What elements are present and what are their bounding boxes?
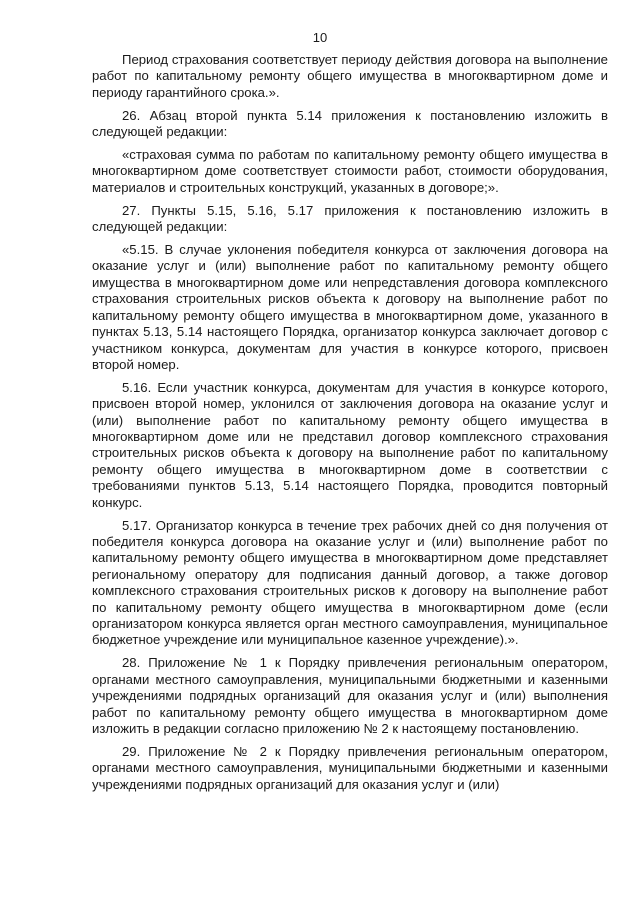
page-number: 10 xyxy=(312,30,328,45)
paragraph-clause-5-15: «5.15. В случае уклонения победителя конкурса от заключения договора на оказание услуг и (или) выполнение работ по капитальному ремонту общего имущества в многоквартирном доме или непредставления договора комплексного страхования строительных рисков объекта к договору на выполнение работ по капитальному ремонту общего имущества в многоквартирном доме, указанного в пунктах 5.13, 5.14 настоящего Порядка, организатор конкурса заключает договор с участником конкурса, документам для участия в конкурсе которого, присвоен второй номер. xyxy=(92,242,608,372)
paragraph-clause-5-17: 5.17. Организатор конкурса в течение трех рабочих дней со дня получения от победителя конкурса договора на оказание услуг и (или) выполнение работ по капитальному ремонту общего имущества в многоквартирном доме представляет региональному оператору для подписания данный договор, а также договор комплексного страхования строительных рисков к договору на выполнение работ по капитальному ремонту общего имущества в многоквартирном доме (если организатором конкурса является орган местного самоуправления, муниципальное бюджетное учреждение или муниципальное казенное учреждение).». xyxy=(92,517,608,648)
paragraph-insured-sum: «страховая сумма по работам по капитальному ремонту общего имущества в многоквартирном доме соответствует стоимости работ, стоимости оборудования, материалов и строительных конструкций, указанных в договоре;». xyxy=(92,147,608,195)
paragraph-item-29: 29. Приложение № 2 к Порядку привлечения региональным оператором, органами местного самоуправления, муниципальными бюджетными и казенными учреждениями подрядных организаций для оказания услуг и (или) xyxy=(92,743,608,792)
paragraph-clause-5-16: 5.16. Если участник конкурса, документам для участия в конкурсе которого, присвоен второй номер, уклонился от заключения договора на оказание услуг и (или) выполнение работ по капитальному ремонту общего имущества в многоквартирном доме или не представил договор комплексного страхования строительных рисков объекта к договору на выполнение работ по капитальному ремонту общего имущества в многоквартирном доме в соответствии с требованиями пунктов 5.13, 5.14 настоящего Порядка, проводится повторный конкурс. xyxy=(92,379,608,510)
paragraph-item-28: 28. Приложение № 1 к Порядку привлечения региональным оператором, органами местного самоуправления, муниципальными бюджетными и казенными учреждениями подрядных организаций для оказания услуг и (или) выполнения работ по капитальному ремонту общего имущества в многоквартирном доме изложить в редакции согласно приложению № 2 к настоящему постановлению. xyxy=(92,655,608,736)
paragraph-item-26: 26. Абзац второй пункта 5.14 приложения к постановлению изложить в следующей редакции: xyxy=(92,107,608,140)
paragraph-insurance-period: Период страхования соответствует периоду действия договора на выполнение работ по капитальному ремонту общего имущества в многоквартирном доме и периоду гарантийного срока.». xyxy=(92,52,608,100)
paragraph-item-27: 27. Пункты 5.15, 5.16, 5.17 приложения к постановлению изложить в следующей редакции: xyxy=(92,202,608,235)
document-body xyxy=(92,52,608,800)
